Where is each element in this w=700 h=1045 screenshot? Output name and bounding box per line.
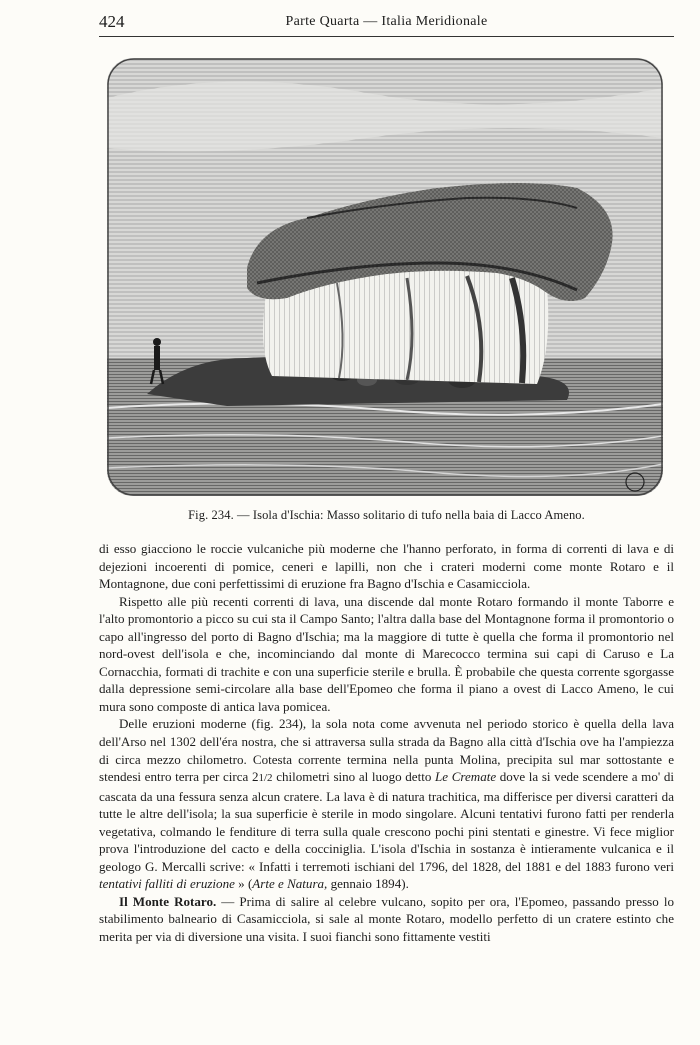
paragraph-4: Il Monte Rotaro. — Prima di salire al celebre vulcano, sopito per ora, l'Epomeo, passando presso lo stabilimento balneario di Casamicciola, si sale al monte Rotaro, modello perfetto di un cratere estinto che merita per via di diversione una visita. I suoi fianchi sono fittamente vestiti [99, 893, 675, 945]
page-number: 424 [99, 12, 125, 31]
section-heading: Il Monte Rotaro. [119, 893, 217, 909]
fraction: 1/2 [258, 772, 273, 785]
engraving-illustration [107, 58, 663, 496]
paragraph-3: Delle eruzioni moderne (fig. 234), la sola nota come avvenuta nel periodo storico è quella della lava dell'Arso nel 1302 dell'éra nostra, che si attraversa sulla strada da Bagno alla città d'Ischia ove ha l'ampiezza di circa mezzo chilometro. Cotesta corrente termina nella punta Molina, precipita sul mar sottostante e stendesi entro terra per circa 21/2 chilometri sino al luogo detto Le Cremate dove la si vede scendere a mo' di cascata da una fessura senza alcun cratere. La lava è di natura trachitica, ma differisce per diversi caratteri da tutte le altre dell'isola; la sua superficie è sterile in modo singolare. Alcuni tentativi furono fatti per renderla vegetativa, colmando le fenditure di terra sulla quale crescono pochi pini stentati e ginestre. Vi fece miglior prova l'introduzione del cacto e della cocciniglia. L'isola d'Ischia in sostanza è intieramente vulcanica e il geologo G. Mercalli scrive: « Infatti i terremoti ischiani del 1796, del 1828, del 1881 e del 1883 furono veri tentativi falliti di eruzione » (Arte e Natura, gennaio 1894). [99, 716, 674, 892]
page-header [99, 10, 674, 37]
paragraph-1: di esso giacciono le roccie vulcaniche più moderne che l'hanno perforato, in forma di correnti di lava e di dejezioni incoerenti di pomice, ceneri e lapilli, non che i crateri moderni come monte Rotaro e il Montagnone, due coni perfettissimi di eruzione fra Bagno d'Ischia e Casamicciola. [99, 541, 674, 592]
body-text [99, 540, 674, 946]
figure-caption: Fig. 234. — Isola d'Ischia: Masso solitario di tufo nella baia di Lacco Ameno. [188, 508, 585, 522]
figure-engraving [107, 58, 663, 496]
paragraph-2: Rispetto alle più recenti correnti di lava, una discende dal monte Rotaro formando il monte Taborre e l'alto promontorio a picco su cui sta il Campo Santo; l'altra dalla base del Montagnone forma il promontorio o capo all'ingresso del porto di Bagno d'Ischia; ma la maggiore di tutte è quella che forma il promontorio nel nord-ovest dell'isola e che, incominciando dal monte di Marecocco termina sui capi di Caruso e La Cornacchia, formati di trachite e con una superficie sterile e brulla. È probabile che questa corrente sgorgasse dalla depressione semi-circolare alla base dell'Epomeo che forma il piano a ovest di Lacco Ameno, le cui mura sono composte di antica lava pomicea. [99, 593, 674, 714]
running-title: Parte Quarta — Italia Meridionale [285, 14, 488, 29]
